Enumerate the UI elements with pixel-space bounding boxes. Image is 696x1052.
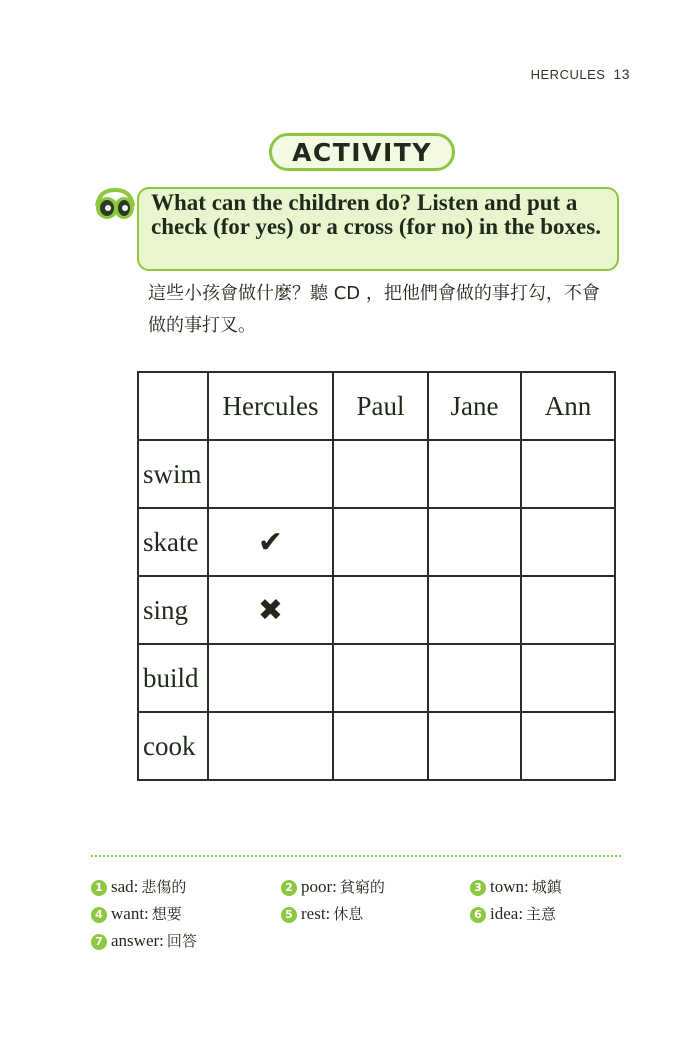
glossary-item — [91, 904, 182, 924]
table-row — [138, 508, 615, 576]
table-row — [138, 712, 615, 780]
glossary-word: want: — [111, 904, 149, 923]
book-title: HERCULES — [530, 67, 606, 82]
glossary-word: rest: — [301, 904, 331, 923]
answer-table — [137, 371, 616, 781]
answer-box[interactable] — [428, 576, 521, 644]
glossary-item — [470, 904, 556, 924]
table-row — [138, 440, 615, 508]
answer-box[interactable] — [521, 712, 615, 780]
page-number: 13 — [613, 66, 630, 82]
table-row — [138, 644, 615, 712]
column-header-jane: Jane — [428, 372, 521, 440]
glossary-item — [91, 931, 197, 951]
glossary-meaning: 想要 — [151, 905, 182, 923]
answer-box[interactable] — [428, 508, 521, 576]
answer-box[interactable] — [521, 508, 615, 576]
number-badge: 7 — [91, 934, 107, 950]
cd-listen-icon — [91, 186, 137, 222]
glossary-item — [281, 877, 385, 897]
glossary-meaning: 悲傷的 — [141, 878, 187, 896]
instruction-box — [137, 187, 619, 271]
glossary-word: answer: — [111, 931, 164, 950]
answer-box[interactable] — [428, 440, 521, 508]
glossary-meaning: 主意 — [526, 905, 557, 923]
number-badge: 4 — [91, 907, 107, 923]
row-label-swim: swim — [138, 440, 208, 508]
column-header-paul: Paul — [333, 372, 428, 440]
answer-box[interactable] — [208, 440, 333, 508]
answer-box[interactable] — [428, 644, 521, 712]
answer-box[interactable] — [208, 712, 333, 780]
answer-box[interactable] — [333, 712, 428, 780]
cross-mark-icon[interactable]: ✖ — [208, 576, 333, 644]
glossary-meaning: 貧窮的 — [339, 878, 385, 896]
instruction-english: What can the children do? Listen and put a check (for yes) or a cross (for no) in the boxes. — [151, 190, 601, 239]
answer-box[interactable] — [208, 644, 333, 712]
glossary-item — [470, 877, 562, 897]
row-label-skate: skate — [138, 508, 208, 576]
instruction-chinese: 這些小孩會做什麼？聽 CD ，把他們會做的事打勾，不會做的事打叉。 — [148, 283, 600, 336]
answer-box[interactable] — [333, 508, 428, 576]
answer-box[interactable] — [521, 440, 615, 508]
answer-box[interactable] — [333, 440, 428, 508]
number-badge: 3 — [470, 880, 486, 896]
table-row — [138, 576, 615, 644]
glossary-item — [91, 877, 186, 897]
row-label-build: build — [138, 644, 208, 712]
glossary-word: sad: — [111, 877, 139, 896]
answer-box[interactable] — [521, 576, 615, 644]
answer-box[interactable] — [333, 644, 428, 712]
column-header-ann: Ann — [521, 372, 615, 440]
column-header-hercules: Hercules — [208, 372, 333, 440]
number-badge: 5 — [281, 907, 297, 923]
answer-box[interactable] — [521, 644, 615, 712]
glossary-meaning: 城鎮 — [531, 878, 562, 896]
glossary-word: poor: — [301, 877, 337, 896]
check-mark-icon[interactable]: ✔ — [208, 508, 333, 576]
table-corner-cell — [138, 372, 208, 440]
glossary-word: town: — [490, 877, 529, 896]
number-badge: 1 — [91, 880, 107, 896]
activity-title: ACTIVITY — [269, 133, 455, 171]
running-head — [531, 66, 630, 82]
number-badge: 2 — [281, 880, 297, 896]
answer-box[interactable] — [333, 576, 428, 644]
glossary-meaning: 回答 — [166, 932, 197, 950]
number-badge: 6 — [470, 907, 486, 923]
glossary-word: idea: — [490, 904, 524, 923]
table-header-row — [138, 372, 615, 440]
row-label-sing: sing — [138, 576, 208, 644]
answer-box[interactable] — [428, 712, 521, 780]
glossary-meaning: 休息 — [333, 905, 364, 923]
row-label-cook: cook — [138, 712, 208, 780]
dotted-divider — [91, 855, 621, 857]
glossary-item — [281, 904, 363, 924]
